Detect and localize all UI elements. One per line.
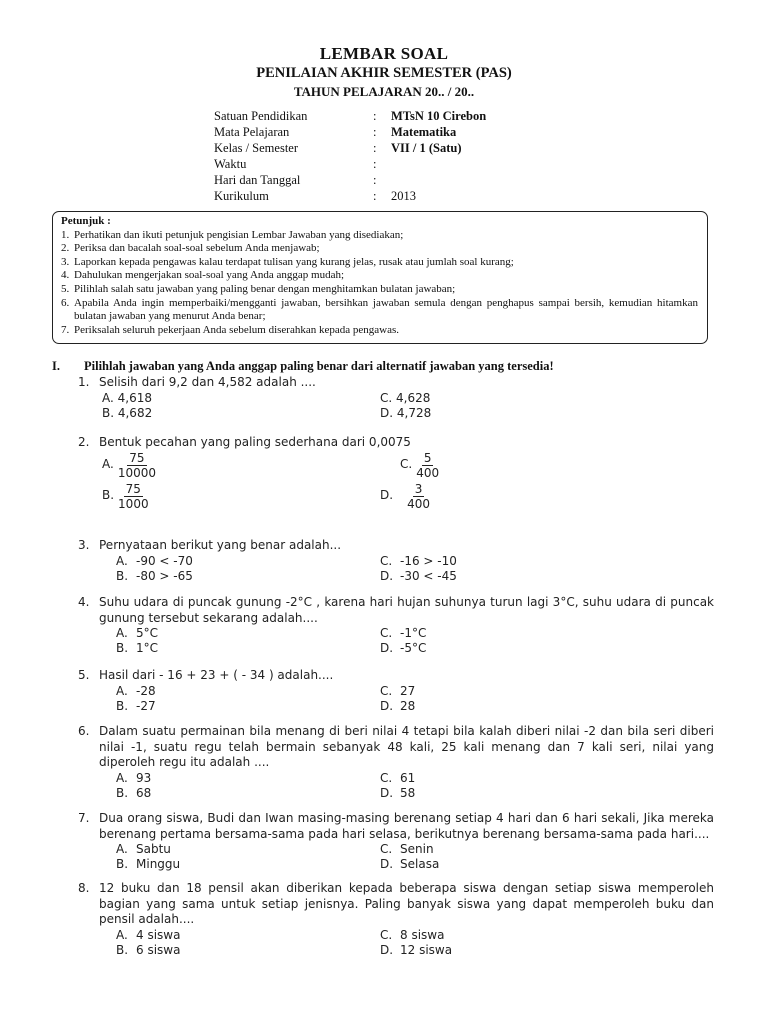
info-label: Waktu bbox=[214, 157, 247, 171]
option-c: C. 27 bbox=[380, 683, 416, 698]
info-row: Waktu : bbox=[214, 157, 377, 171]
instruction-item: 3. Laporkan kepada pengawas kalau terdapat tulisan yang kurang jelas, rusak atau jumlah soal kurang; bbox=[61, 255, 514, 268]
instruction-item: 5. Pilihlah salah satu jawaban yang paling benar dengan menghitamkan bulatan jawaban; bbox=[61, 282, 456, 295]
academic-year: TAHUN PELAJARAN 20.. / 20.. bbox=[293, 84, 475, 99]
info-label: Mata Pelajaran bbox=[214, 125, 290, 139]
option-d: D. -30 < -45 bbox=[380, 568, 457, 583]
question-4: 4. Suhu udara di puncak gunung -2°C , karena hari hujan suhunya turun lagi 3°C, suhu udara di puncak gunung tersebut sekarang adalah.... A. 5°C B. 1°C C. -1°C D. -5°C bbox=[78, 595, 714, 655]
info-label: Satuan Pendidikan bbox=[214, 109, 308, 123]
question-1: 1. Selisih dari 9,2 dan 4,582 adalah .... A. 4,618 B. 4,682 C. 4,628 D. 4,728 bbox=[78, 375, 432, 420]
info-value: VII / 1 (Satu) bbox=[391, 141, 462, 155]
option-a: A. 4 siswa bbox=[116, 927, 181, 942]
instruction-item: 2. Periksa dan bacalah soal-soal sebelum Anda menjawab; bbox=[61, 242, 320, 255]
page-title: LEMBAR SOAL bbox=[319, 44, 449, 63]
question-3: 3. Pernyataan berikut yang benar adalah... A. -90 < -70 B. -80 > -65 C. -16 > -10 D. -30 < -45 bbox=[78, 538, 457, 583]
info-label: Kurikulum bbox=[214, 189, 269, 203]
option-b: B. 68 bbox=[116, 785, 152, 800]
question-6: 6. Dalam suatu permainan bila menang di beri nilai 4 tetapi bila kalah diberi nilai -2 dan bila seri diberi nilai -1, suatu regu telah bermain sebanyak 48 kali, 25 kali menang dan 7 kali seri, nilai yang diperoleh regu itu adalah .... A. 93 B. 68 C. 61 D. 58 bbox=[78, 724, 714, 800]
question-2: 2. Bentuk pecahan yang paling sederhana dari 0,0075 A. $\frac{75}{10000}$ B. $\frac{75}{1000}$ C. $\frac{5}{400}$ D. $\frac{3}{400}$ bbox=[78, 435, 440, 511]
info-label: Kelas / Semester bbox=[214, 141, 299, 155]
option-b: B. 6 siswa bbox=[116, 942, 181, 957]
question-7: 7. Dua orang siswa, Budi dan Iwan masing-masing berenang setiap 4 hari dan 6 hari sekali, Jika mereka berenang pertama bersama-sama pada hari selasa, berikutnya berenang bersama-sama pada hari.... A. Sabtu B. Minggu C. Senin D. Selasa bbox=[78, 811, 714, 871]
option-a: A. Sabtu bbox=[116, 842, 171, 856]
info-value: Matematika bbox=[391, 125, 457, 139]
option-a: A. 93 bbox=[116, 770, 152, 785]
option-d: D. 58 bbox=[380, 785, 416, 800]
option-c: C. 4,628 bbox=[380, 390, 431, 405]
option-d: D. 28 bbox=[380, 698, 416, 713]
option-d: D. 4,728 bbox=[380, 405, 432, 420]
exam-info-table bbox=[214, 108, 486, 204]
info-value: MTsN 10 Cirebon bbox=[391, 109, 487, 123]
info-row: Satuan Pendidikan : MTsN 10 Cirebon bbox=[214, 109, 487, 123]
option-c: C. 8 siswa bbox=[380, 927, 445, 942]
option-b: B. Minggu bbox=[116, 857, 181, 871]
option-c: C. Senin bbox=[380, 842, 434, 856]
question-8: 8. 12 buku dan 18 pensil akan diberikan kepada beberapa siswa dengan setiap siswa memperoleh bagian yang sama untuk setiap jenisnya. Paling banyak siswa yang dapat memperoleh buku dan pensil adalah.... A. 4 siswa B. 6 siswa C. 8 siswa D. 12 siswa bbox=[78, 881, 714, 957]
instruction-item: 1. Perhatikan dan ikuti petunjuk pengisian Lembar Jawaban yang disediakan; bbox=[61, 228, 404, 241]
info-row: Kelas / Semester : VII / 1 (Satu) bbox=[214, 141, 462, 155]
option-d: D. -5°C bbox=[380, 641, 427, 655]
question-5: 5. Hasil dari - 16 + 23 + ( - 34 ) adalah.... A. -28 B. -27 C. 27 D. 28 bbox=[78, 668, 416, 713]
option-a: A. 5°C bbox=[116, 626, 159, 640]
info-row: Hari dan Tanggal : bbox=[214, 173, 377, 187]
info-row: Kurikulum : 2013 bbox=[214, 189, 416, 203]
option-b: B. -27 bbox=[116, 698, 156, 713]
instruction-item: 4. Dahulukan mengerjakan soal-soal yang Anda anggap mudah; bbox=[61, 269, 345, 282]
info-value: 2013 bbox=[391, 189, 416, 203]
instruction-item: 6. Apabila Anda ingin memperbaiki/mengganti jawaban, bersihkan jawaban semula dengan penghapus sampai bersih, kemudian hitamkan bulatan jawaban yang menurut Anda benar; bbox=[61, 296, 698, 323]
option-c: C. $\frac{5}{400}$ bbox=[400, 450, 440, 480]
option-b: B. 4,682 bbox=[102, 405, 153, 420]
option-b: B. $\frac{75}{1000}$ bbox=[102, 481, 149, 511]
section-heading: I. Pilihlah jawaban yang Anda anggap paling benar dari alternatif jawaban yang tersedia! bbox=[52, 359, 554, 373]
option-d: D. $\frac{3}{400}$ bbox=[380, 481, 430, 511]
option-b: B. -80 > -65 bbox=[116, 568, 193, 583]
info-row: Mata Pelajaran : Matematika bbox=[214, 125, 457, 139]
option-a: A. 4,618 bbox=[102, 390, 152, 405]
option-c: C. -16 > -10 bbox=[380, 553, 457, 568]
instructions-box bbox=[52, 211, 708, 344]
option-c: C. 61 bbox=[380, 770, 416, 785]
option-a: A. -90 < -70 bbox=[116, 553, 193, 568]
option-d: D. 12 siswa bbox=[380, 942, 453, 957]
info-label: Hari dan Tanggal bbox=[214, 173, 301, 187]
instruction-item: 7. Periksalah seluruh pekerjaan Anda sebelum diserahkan kepada pengawas. bbox=[61, 323, 399, 336]
option-a: A. $\frac{75}{10000}$ bbox=[102, 450, 156, 480]
exam-name: PENILAIAN AKHIR SEMESTER (PAS) bbox=[256, 65, 512, 81]
option-c: C. -1°C bbox=[380, 626, 427, 640]
option-a: A. -28 bbox=[116, 683, 156, 698]
instructions-title: Petunjuk : bbox=[61, 215, 111, 227]
option-b: B. 1°C bbox=[116, 641, 159, 655]
option-d: D. Selasa bbox=[380, 857, 440, 871]
